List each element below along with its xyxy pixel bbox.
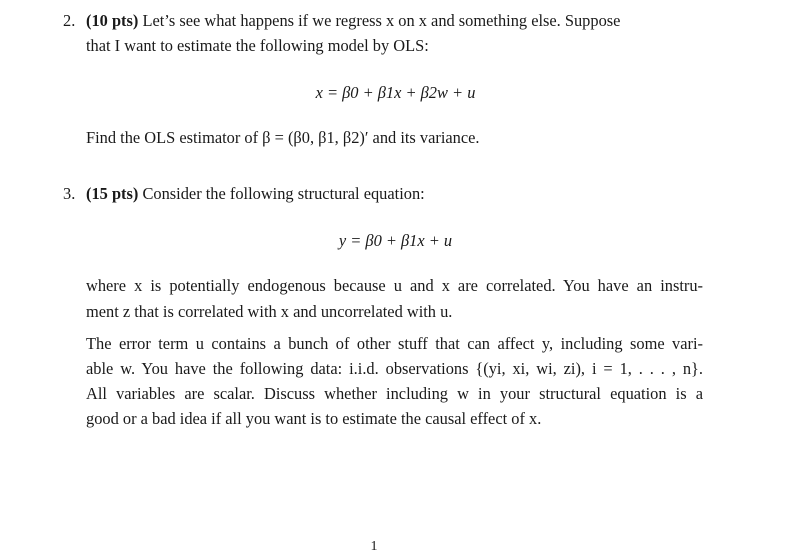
problem-3-first-line (86, 184, 425, 204)
problem-3-para1-line1: where x is potentially endogenous because u and x are correlated. You have an instru- (86, 276, 703, 295)
problem-2-line2: that I want to estimate the following model by OLS: (86, 36, 429, 55)
problem-3-para2-line3: All variables are scalar. Discuss whether including w in your structural equation is a (86, 384, 703, 403)
page-number: 1 (370, 539, 378, 554)
problem-2-equation: x = β0 + β1x + β2w + u (315, 83, 476, 102)
problem-3-equation: y = β0 + β1x + u (338, 231, 453, 250)
problem-2-points: (10 pts) (86, 11, 139, 30)
problem-3-para1-line2: ment z that is correlated with x and uncorrelated with u. (86, 302, 453, 321)
problem-2-find: Find the OLS estimator of β = (β0, β1, β2)′ and its variance. (86, 128, 480, 147)
problem-3-number: 3. (63, 184, 76, 203)
problem-2-line1-text: Let’s see what happens if we regress x on x and something else. Suppose (142, 11, 621, 30)
problem-3-line1-text: Consider the following structural equation: (142, 184, 425, 203)
problem-3-points: (15 pts) (86, 184, 139, 203)
problem-3-para2-line2: able w. You have the following data: i.i.d. observations {(yi, xi, wi, zi), i = 1, . . . , n}. (86, 359, 703, 378)
problem-2-number: 2. (63, 11, 76, 30)
problem-3-para2-line1: The error term u contains a bunch of other stuff that can affect y, including some vari- (86, 334, 703, 353)
problem-3-para2-line4: good or a bad idea if all you want is to estimate the causal effect of x. (86, 409, 542, 428)
problem-2-first-line (86, 11, 620, 31)
